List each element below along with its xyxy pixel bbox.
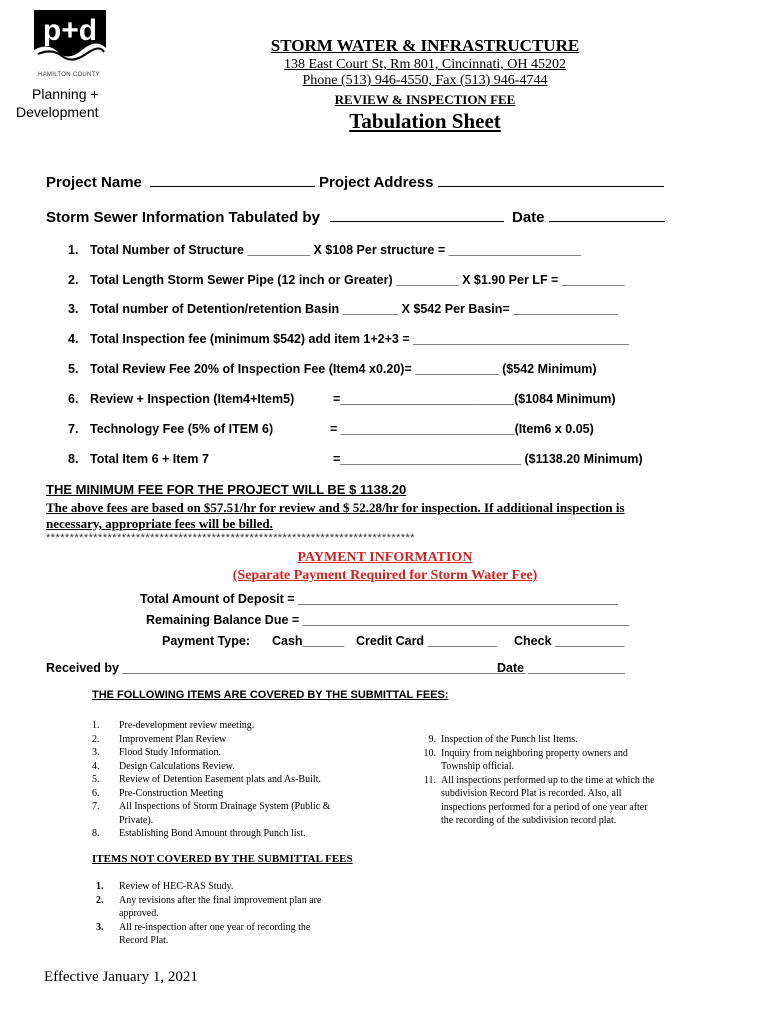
list-item: 9. Inspection of the Punch list Items.	[428, 734, 578, 745]
deposit-field[interactable]: Total Amount of Deposit = ______________________________________________	[140, 592, 618, 606]
svg-text:p+d: p+d	[42, 14, 98, 47]
list-item-cont: Private).	[119, 814, 154, 826]
item-2: 2. Total Length Storm Sewer Pipe (12 inch or Greater) _________ X $1.90 Per LF = _________	[68, 273, 625, 287]
covered-heading: THE FOLLOWING ITEMS ARE COVERED BY THE SUBMITTAL FEES:	[92, 689, 449, 701]
date-field[interactable]	[512, 208, 665, 227]
project-address-field[interactable]	[319, 173, 664, 192]
list-item: 7. All Inspections of Storm Drainage System (Public &	[92, 801, 331, 812]
item-5: 5. Total Review Fee 20% of Inspection Fee (Item4 x0.20)= ____________ ($542 Minimum)	[68, 362, 597, 376]
department-title: STORM WATER & INFRASTRUCTURE	[270, 36, 580, 55]
payment-cash-option[interactable]: Cash______	[272, 634, 345, 648]
payment-check-option[interactable]: Check __________	[514, 634, 625, 648]
covered-list-left	[92, 719, 330, 841]
department-phone: Phone (513) 946-4550, Fax (513) 946-4744	[302, 73, 548, 88]
list-item: 2. Any revisions after the final improvement plan are	[96, 894, 322, 906]
list-item: 1. Review of HEC-RAS Study.	[96, 881, 234, 892]
list-item: 1. Pre-development review meeting.	[92, 720, 255, 731]
item-3: 3. Total number of Detention/retention Basin ________ X $542 Per Basin= _______________	[68, 302, 618, 316]
list-item: 2. Improvement Plan Review	[92, 733, 227, 745]
logo-county: HAMILTON COUNTY	[38, 72, 100, 78]
list-item-cont: the recording of the subdivision record plat.	[441, 815, 617, 826]
list-item: 3. All re-inspection after one year of recording the	[96, 921, 311, 933]
effective-date: Effective January 1, 2021	[44, 969, 198, 985]
sheet-title: Tabulation Sheet	[349, 109, 501, 133]
received-by-field[interactable]: Received by __________________________________________________________	[46, 661, 526, 675]
list-item: 3. Flood Study Information.	[92, 747, 221, 758]
item-1: 1. Total Number of Structure _________ X $108 Per structure = ___________________	[68, 243, 581, 257]
covered-list-right	[412, 733, 655, 828]
pd-logo	[34, 10, 106, 65]
payment-title: PAYMENT INFORMATION	[297, 550, 473, 565]
tabulated-by-label: Storm Sewer Information Tabulated by	[46, 209, 320, 226]
logo-name-line1: Planning +	[32, 86, 99, 102]
item-4: 4. Total Inspection fee (minimum $542) add item 1+2+3 = _______________________________	[68, 332, 629, 346]
received-date-field[interactable]: Date ______________	[497, 661, 625, 675]
list-item-cont: inspections performed for a period of one year after	[441, 801, 648, 813]
tabulated-by-line[interactable]	[330, 208, 504, 222]
remaining-balance-field[interactable]: Remaining Balance Due = _______________________________________________	[146, 613, 630, 627]
list-item-cont: subdivision Record Plat is recorded. Also, all	[441, 788, 622, 799]
not-covered-list	[96, 880, 321, 948]
rates-note-line1: The above fees are based on $57.51/hr for review and $ 52.28/hr for inspection. If additional inspection is	[46, 500, 625, 515]
department-address: 138 East Court St, Rm 801, Cincinnati, OH 45202	[284, 57, 566, 72]
project-name-field[interactable]	[46, 173, 315, 192]
logo-name-line2: Development	[16, 104, 99, 120]
minimum-fee-note: THE MINIMUM FEE FOR THE PROJECT WILL BE $ 1138.20	[46, 482, 407, 497]
project-address-line[interactable]	[438, 173, 664, 187]
item-7-value: = _________________________(Item6 x 0.05)	[330, 422, 594, 436]
pd-logo-mark	[34, 10, 106, 65]
list-item: 6. Pre-Construction Meeting	[92, 787, 224, 799]
project-name-line[interactable]	[150, 173, 315, 187]
item-7: 7. Technology Fee (5% of ITEM 6)	[68, 422, 274, 436]
item-8: 8. Total Item 6 + Item 7	[68, 452, 209, 466]
item-6-value: =_________________________($1084 Minimum)	[333, 392, 616, 406]
project-address-label: Project Address	[319, 174, 434, 191]
date-line[interactable]	[549, 208, 665, 222]
date-label: Date	[512, 209, 545, 226]
list-item-cont: Township official.	[441, 761, 514, 772]
list-item: 11. All inspections performed up to the time at which the	[423, 774, 655, 786]
list-item: 4. Design Calculations Review.	[92, 760, 235, 772]
divider-stars: ******************************************************************************	[46, 532, 415, 544]
payment-subtitle: (Separate Payment Required for Storm Water Fee)	[232, 568, 538, 583]
fee-title: REVIEW & INSPECTION FEE	[334, 92, 516, 107]
project-name-label: Project Name	[46, 174, 142, 191]
payment-type-label: Payment Type:	[162, 634, 250, 648]
item-8-value: =__________________________ ($1138.20 Minimum)	[333, 452, 643, 466]
tabulated-by-field[interactable]	[46, 208, 504, 227]
list-item: 5. Review of Detention Easement plats and As-Built.	[92, 774, 321, 785]
list-item: 8. Establishing Bond Amount through Punch list.	[92, 828, 306, 839]
item-6: 6. Review + Inspection (Item4+Item5)	[68, 392, 295, 406]
payment-credit-option[interactable]: Credit Card __________	[356, 634, 498, 648]
list-item-cont: Record Plat.	[119, 935, 169, 946]
list-item: 10. Inquiry from neighboring property owners and	[423, 747, 628, 759]
list-item-cont: approved.	[119, 908, 159, 919]
not-covered-heading: ITEMS NOT COVERED BY THE SUBMITTAL FEES	[92, 853, 353, 865]
rates-note-line2: necessary, appropriate fees will be billed.	[46, 516, 273, 531]
